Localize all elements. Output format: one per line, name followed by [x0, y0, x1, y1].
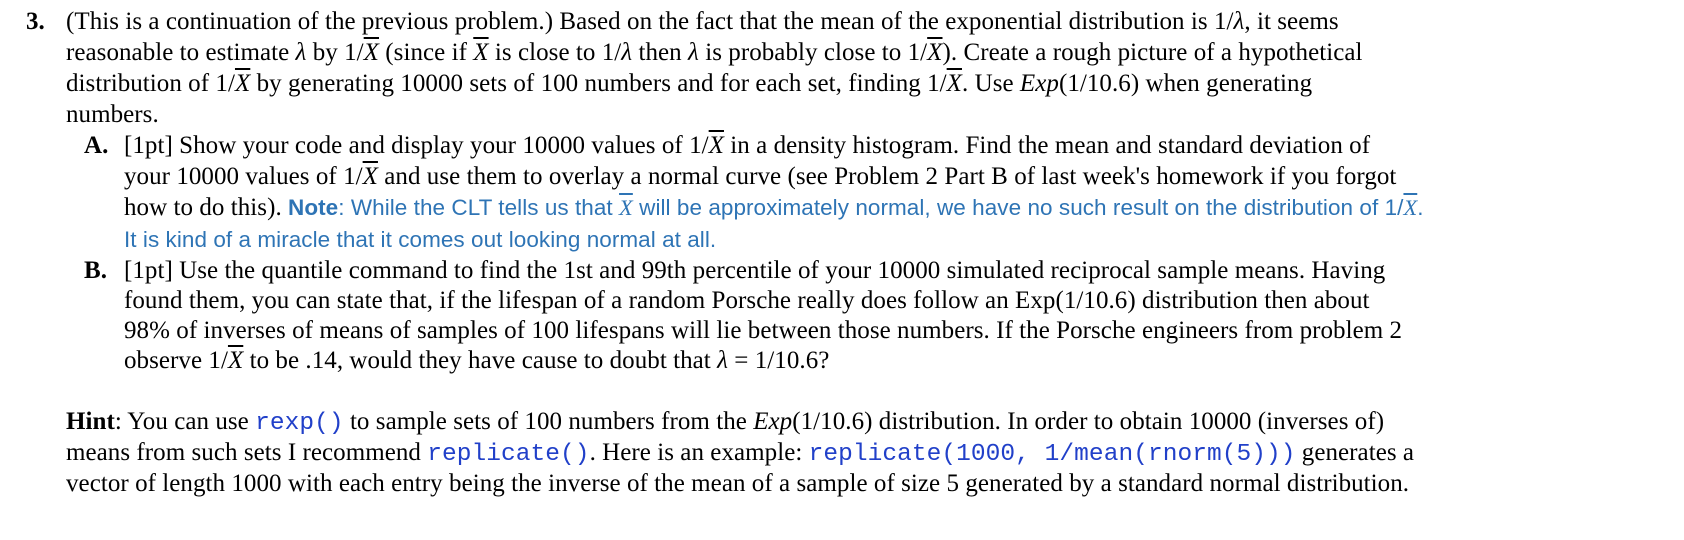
part-b-line-3: 98% of inverses of means of samples of 100 lifespans will lie between those numbers. If the Porsche engineers from problem 2: [124, 317, 1403, 344]
hint-line-3: vector of length 1000 with each entry being the inverse of the mean of a sample of size 5 generated by a standard normal distribution.: [66, 470, 1410, 497]
code-example: replicate(1000, 1/mean(rnorm(5))): [808, 441, 1296, 468]
part-a-label: A.: [84, 132, 109, 159]
intro-line-4: numbers.: [66, 101, 159, 128]
part-a-line-1: [1pt] Show your code and display your 10000 values of $1/\overline{X}$ in a density histogram. Find the mean and standard deviation of: [124, 132, 1371, 159]
code-rexp: rexp(): [255, 410, 344, 437]
part-b-line-2: found them, you can state that, if the lifespan of a random Porsche really does follow an Exp(1/10.6) distribution then about: [124, 287, 1370, 314]
hint-line-1: Hint: You can use rexp() to sample sets of 100 numbers from the Exp(1/10.6) distribution. In order to obtain 10000 (inverses of): [66, 408, 1385, 437]
part-b-label: B.: [84, 257, 108, 284]
part-a-line-3: how to do this). Note: While the CLT tells us that $\overline{X}$ will be approximately normal, we have no such result on the distribution of $1/\overline{X}$.: [124, 194, 1424, 221]
hint-line-2: means from such sets I recommend replicate(). Here is an example: replicate(1000, 1/mean(rnorm(5))) generates a: [66, 439, 1415, 468]
part-b-line-1: [1pt] Use the quantile command to find the 1st and 99th percentile of your 10000 simulated reciprocal sample means. Having: [124, 257, 1386, 284]
intro-line-2: reasonable to estimate λ by $1/\overline{X}$ (since if $\overline{X}$ is close to 1/λ then λ is probably close to $1/\overline{X}$). Create a rough picture of a hypothetical: [66, 39, 1363, 66]
code-replicate: replicate(): [427, 441, 590, 468]
note-label: Note: [288, 195, 339, 220]
intro-line-1: (This is a continuation of the previous problem.) Based on the fact that the mean of the exponential distribution is 1/λ, it seems: [66, 8, 1339, 35]
part-b-line-4: observe $1/\overline{X}$ to be .14, would they have cause to doubt that λ = 1/10.6?: [124, 347, 830, 374]
intro-line-3: distribution of $1/\overline{X}$ by generating 10000 sets of 100 numbers and for each set, finding $1/\overline{X}$. Use Exp(1/10.6) when generating: [66, 70, 1313, 97]
hint-label: Hint: [66, 408, 115, 435]
part-a-line-2: your 10000 values of $1/\overline{X}$ and use them to overlay a normal curve (see Problem 2 Part B of last week's homework if you forgot: [124, 163, 1397, 190]
problem-number: 3.: [26, 8, 45, 35]
part-a-note-line-2: It is kind of a miracle that it comes out looking normal at all.: [124, 227, 717, 252]
